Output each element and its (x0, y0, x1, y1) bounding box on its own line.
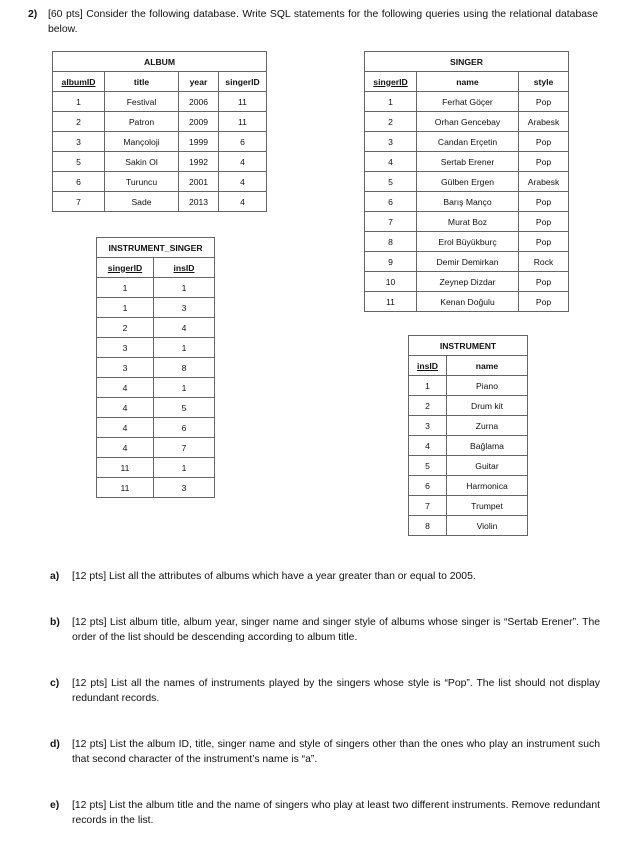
instrument-cell: 6 (409, 476, 447, 496)
singer-cell: 10 (365, 272, 417, 292)
question-text: [12 pts] List album title, album year, singer name and singer style of albums whose singer is “Sertab Erener”. The order of the list should be descending according to album title. (72, 617, 600, 643)
singer-cell: Pop (519, 232, 569, 252)
album-row (53, 112, 267, 132)
singer-row (365, 232, 569, 252)
instrument-cell: Bağlama (447, 436, 528, 456)
album-cell: 11 (219, 112, 267, 132)
instrument-cell: Drum kit (447, 396, 528, 416)
instrument-table (408, 335, 528, 536)
singer-table (364, 51, 569, 312)
instrument-cell: Harmonica (447, 476, 528, 496)
instrument-singer-row (97, 418, 215, 438)
question-label: e) (50, 800, 60, 811)
album-cell: Sade (105, 192, 179, 212)
album-cell: 2 (53, 112, 105, 132)
question-d (50, 737, 600, 767)
instrument-singer-row (97, 438, 215, 458)
album-table-title: ALBUM (53, 52, 267, 72)
singer-cell: 4 (365, 152, 417, 172)
problem-number: 2) (28, 9, 38, 20)
album-cell: Turuncu (105, 172, 179, 192)
question-label: a) (50, 571, 60, 582)
question-b (50, 615, 600, 645)
singer-cell: Arabesk (519, 112, 569, 132)
album-row (53, 172, 267, 192)
singer-cell: 3 (365, 132, 417, 152)
instrument-singer-cell: 6 (154, 418, 215, 438)
instrument-singer-cell: 1 (97, 298, 154, 318)
question-text: [12 pts] List the album ID, title, singer name and style of singers other than the ones who play an instrument such that second character of the instrument’s name is “a”. (72, 739, 600, 765)
singer-cell: Orhan Gencebay (417, 112, 519, 132)
singer-row (365, 112, 569, 132)
singer-cell: Arabesk (519, 172, 569, 192)
singer-cell: Erol Büyükburç (417, 232, 519, 252)
question-c (50, 676, 600, 706)
singer-cell: 6 (365, 192, 417, 212)
instrument-cell: Piano (447, 376, 528, 396)
question-text: [12 pts] List all the attributes of albums which have a year greater than or equal to 2005. (72, 571, 476, 582)
instrument-singer-cell: 11 (97, 458, 154, 478)
instrument-singer-cell: 5 (154, 398, 215, 418)
question-e (50, 798, 600, 828)
album-cell: 1992 (179, 152, 219, 172)
singer-row (365, 92, 569, 112)
question-text: [12 pts] List all the names of instruments played by the singers whose style is “Pop”. The list should not display redundant records. (72, 678, 600, 704)
instrument-row (409, 396, 528, 416)
question-label: c) (50, 678, 60, 689)
album-table (52, 51, 267, 212)
instrument-singer-cell: 4 (154, 318, 215, 338)
singer-cell: 7 (365, 212, 417, 232)
question-text: [12 pts] List the album title and the name of singers who play at least two different instruments. Remove redundant records in the list. (72, 800, 600, 826)
singer-row (365, 272, 569, 292)
singer-cell: 11 (365, 292, 417, 312)
instrument-cell: 2 (409, 396, 447, 416)
instrument-singer-cell: 1 (154, 378, 215, 398)
singer-header-row (365, 72, 569, 92)
album-cell: 1999 (179, 132, 219, 152)
singer-cell: 1 (365, 92, 417, 112)
instrument-singer-table (96, 237, 215, 498)
instrument-cell: 7 (409, 496, 447, 516)
singer-row (365, 152, 569, 172)
singer-cell: Pop (519, 212, 569, 232)
instrument-singer-cell: 1 (154, 278, 215, 298)
instrument-singer-cell: 4 (97, 418, 154, 438)
instrument-cell: 1 (409, 376, 447, 396)
singer-table-title: SINGER (365, 52, 569, 72)
instrument-col-insid: insID (409, 356, 447, 376)
singer-row (365, 212, 569, 232)
question-label: b) (50, 617, 60, 628)
album-cell: Sakin Ol (105, 152, 179, 172)
instrument-table-title: INSTRUMENT (409, 336, 528, 356)
instrument-singer-row (97, 358, 215, 378)
instrument-singer-col-insid: insID (154, 258, 215, 278)
problem-intro (28, 7, 598, 35)
instrument-cell: 5 (409, 456, 447, 476)
singer-cell: Pop (519, 152, 569, 172)
instrument-singer-cell: 1 (154, 338, 215, 358)
singer-row (365, 132, 569, 152)
singer-row (365, 192, 569, 212)
singer-cell: 2 (365, 112, 417, 132)
singer-row (365, 292, 569, 312)
instrument-row (409, 436, 528, 456)
singer-col-name: name (417, 72, 519, 92)
singer-col-singerid: singerID (365, 72, 417, 92)
album-cell: 6 (219, 132, 267, 152)
instrument-singer-row (97, 398, 215, 418)
album-cell: Festival (105, 92, 179, 112)
problem-text: [60 pts] Consider the following database. Write SQL statements for the following queries using the relational database below. (48, 9, 598, 35)
album-cell: 4 (219, 172, 267, 192)
singer-cell: Gülben Ergen (417, 172, 519, 192)
instrument-col-name: name (447, 356, 528, 376)
instrument-singer-cell: 4 (97, 378, 154, 398)
question-a (50, 569, 600, 584)
album-col-albumid: albumID (53, 72, 105, 92)
album-cell: Patron (105, 112, 179, 132)
singer-cell: Sertab Erener (417, 152, 519, 172)
instrument-singer-row (97, 298, 215, 318)
instrument-singer-row (97, 478, 215, 498)
instrument-singer-cell: 1 (97, 278, 154, 298)
instrument-cell: Guitar (447, 456, 528, 476)
singer-col-style: style (519, 72, 569, 92)
album-row (53, 132, 267, 152)
album-cell: 11 (219, 92, 267, 112)
album-header-row (53, 72, 267, 92)
instrument-cell: Zurna (447, 416, 528, 436)
instrument-singer-cell: 3 (154, 298, 215, 318)
question-label: d) (50, 739, 60, 750)
instrument-row (409, 476, 528, 496)
singer-cell: Zeynep Dizdar (417, 272, 519, 292)
instrument-singer-cell: 4 (97, 398, 154, 418)
instrument-cell: 3 (409, 416, 447, 436)
instrument-singer-cell: 3 (97, 358, 154, 378)
instrument-singer-row (97, 338, 215, 358)
instrument-singer-row (97, 318, 215, 338)
singer-cell: Pop (519, 132, 569, 152)
instrument-row (409, 416, 528, 436)
instrument-singer-cell: 2 (97, 318, 154, 338)
instrument-singer-row (97, 458, 215, 478)
instrument-singer-cell: 7 (154, 438, 215, 458)
singer-row (365, 252, 569, 272)
instrument-singer-cell: 4 (97, 438, 154, 458)
album-row (53, 192, 267, 212)
album-cell: Mançoloji (105, 132, 179, 152)
instrument-singer-cell: 11 (97, 478, 154, 498)
singer-cell: Ferhat Göçer (417, 92, 519, 112)
instrument-singer-col-singerid: singerID (97, 258, 154, 278)
singer-cell: Rock (519, 252, 569, 272)
singer-cell: 5 (365, 172, 417, 192)
album-cell: 1 (53, 92, 105, 112)
instrument-singer-cell: 8 (154, 358, 215, 378)
album-cell: 2013 (179, 192, 219, 212)
instrument-singer-row (97, 278, 215, 298)
singer-cell: Pop (519, 272, 569, 292)
instrument-singer-table-title: INSTRUMENT_SINGER (97, 238, 215, 258)
instrument-singer-cell: 1 (154, 458, 215, 478)
album-cell: 4 (219, 152, 267, 172)
album-cell: 2001 (179, 172, 219, 192)
instrument-singer-row (97, 378, 215, 398)
album-cell: 6 (53, 172, 105, 192)
instrument-cell: Violin (447, 516, 528, 536)
instrument-cell: 8 (409, 516, 447, 536)
album-row (53, 92, 267, 112)
album-cell: 2006 (179, 92, 219, 112)
singer-cell: Kenan Doğulu (417, 292, 519, 312)
instrument-cell: 4 (409, 436, 447, 456)
album-cell: 3 (53, 132, 105, 152)
instrument-header-row (409, 356, 528, 376)
instrument-cell: Trumpet (447, 496, 528, 516)
album-row (53, 152, 267, 172)
singer-cell: Pop (519, 292, 569, 312)
singer-cell: 8 (365, 232, 417, 252)
album-cell: 7 (53, 192, 105, 212)
singer-cell: Murat Boz (417, 212, 519, 232)
singer-cell: Candan Erçetin (417, 132, 519, 152)
album-col-singerid: singerID (219, 72, 267, 92)
album-cell: 2009 (179, 112, 219, 132)
instrument-singer-cell: 3 (97, 338, 154, 358)
singer-cell: Demir Demirkan (417, 252, 519, 272)
instrument-singer-header-row (97, 258, 215, 278)
instrument-row (409, 516, 528, 536)
album-col-title: title (105, 72, 179, 92)
instrument-row (409, 456, 528, 476)
album-col-year: year (179, 72, 219, 92)
singer-cell: 9 (365, 252, 417, 272)
instrument-row (409, 496, 528, 516)
singer-cell: Pop (519, 92, 569, 112)
instrument-singer-cell: 3 (154, 478, 215, 498)
singer-cell: Barış Manço (417, 192, 519, 212)
album-cell: 5 (53, 152, 105, 172)
singer-cell: Pop (519, 192, 569, 212)
singer-row (365, 172, 569, 192)
instrument-row (409, 376, 528, 396)
album-cell: 4 (219, 192, 267, 212)
